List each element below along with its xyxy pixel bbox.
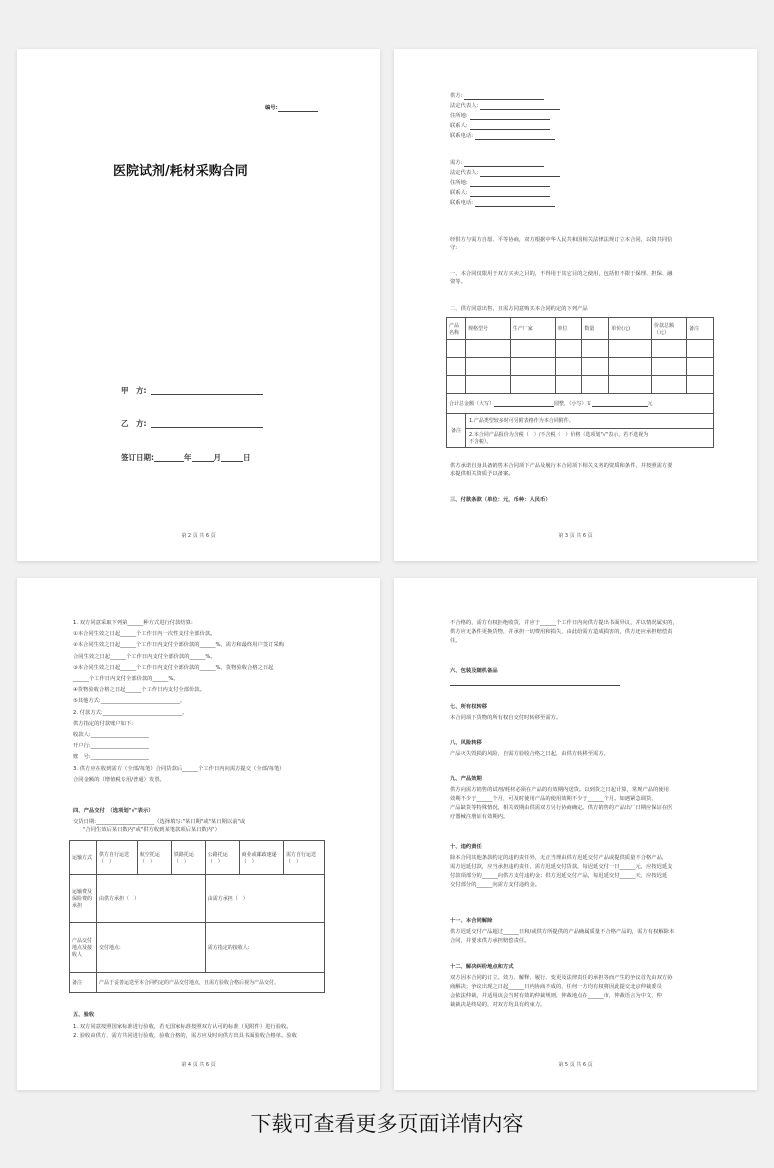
clause-12-line: 双方因本合同的订立、效力、解释、履行、变更及法律责任的承担等而产生的争议首先由双方协 [450, 975, 673, 981]
packaging-blank [450, 685, 620, 686]
party-b-field: 乙 方: [121, 419, 263, 428]
payment-term-line: 2. 付款方式:______________________________。 [73, 709, 188, 716]
clause-12-line: 裁裁决是终局的，对双方均具有约束力。 [450, 1002, 546, 1008]
table-header: 铁路托运（ ） [171, 841, 205, 875]
clause-9-line: 产品缺货等特殊情况，相关效期由供需双方另行协商确定。供方销售的产品出厂日期应保证在医 [450, 805, 673, 811]
clause-7-heading: 七、所有权转移 [450, 704, 488, 710]
note-2: 2.本合同产品报价为含税（ ）/不含税（ ）价格（选项划"√"表示，若不选视为 不含税）。 [469, 431, 649, 445]
payment-term-line: ①本合同生效之日起______个工作日内一次性支付全部价款。 [73, 631, 216, 638]
note-1: 1.产品类型较多时可另附表格作为本合同附件。 [466, 415, 713, 429]
table-header: 规格型号 [466, 318, 511, 340]
commitment-line-2: 求提供相关资质予以备案。 [450, 471, 514, 477]
clause-5-heading: 五、验收 [73, 1012, 95, 1018]
table-header: 航空托运（ ） [137, 841, 171, 875]
party-info-field: 法定代表人: [450, 170, 560, 177]
payment-term-line: ______个工作日内支付全部价款的______%。 [73, 676, 179, 682]
reject-line-2: 供方应无条件更换货物，并承担一切费用和损失，由此给需方造成损害的，供方还应承担赔偿责 [450, 629, 673, 635]
payment-term-line: ⑤其他方式:______________________________。 [73, 698, 186, 705]
clause-7-text: 本合同项下货物的所有权自交付时转移至需方。 [450, 715, 562, 721]
notes-label: 备注 [447, 414, 466, 448]
table-header: 单价(元) [609, 318, 652, 340]
table-row [447, 358, 714, 376]
party-info-field: 联系人: [450, 190, 550, 197]
party-a-field: 甲 方: [121, 386, 263, 395]
table-row [447, 340, 714, 358]
table-row: 运输费及保险费的承担 由供方承担（ ） 由需方承担（ ） [70, 875, 325, 923]
notes-row [447, 414, 714, 448]
payment-term-line: 账 号:______________________ [73, 754, 149, 761]
payment-term-line: 3. 供方应在收到需方（全部/每笔）合同货款后______个工作日内向需方提交（全部/每笔） [73, 765, 285, 772]
contract-page-cover [17, 49, 380, 561]
payment-term-line: 供方指定的付款账户如下: [73, 720, 134, 727]
document-title: 医院试剂/耗材采购合同 [113, 164, 248, 179]
clause-11-line: 合同，并要求供方承担赔偿责任。 [450, 938, 530, 944]
table-row: 备注 产品于妥善运送至本合同约定的产品交付地点，且需方验收合格后视为产品交付。 [70, 973, 325, 993]
clause-10-line: 付款项部分的______向供方支付违约金；供方迟延交付产品，每迟延交付______天，应按迟延 [450, 873, 668, 879]
table-header: 数量 [582, 318, 609, 340]
page-number: 第 4 页 共 6 页 [181, 1062, 216, 1068]
clause-1-line-2: 资等。 [450, 279, 466, 285]
party-info-field: 联系人: [450, 123, 550, 130]
payment-term-line: ③本合同生效之日起______个工作日内支付全部价款的______%，货物验收合格之日起 [73, 664, 274, 671]
table-header: 备注 [686, 318, 713, 340]
clause-2-heading: 二、供方同意出售，且需方同意购买本合同约定的下列产品 [450, 306, 588, 312]
party-info-field: 住所地: [450, 113, 550, 120]
contract-page-terms [394, 578, 757, 1090]
delivery-table [69, 840, 325, 993]
table-row: 产品交付地点及接收人 交付地点: 需方指定的接收人: [70, 923, 325, 973]
clause-4-heading: 四、产品交付 （选项划"√"表示） [73, 808, 154, 814]
payment-term-line: 1. 双方同意采取下列第______种方式进行付款结算: [73, 620, 193, 626]
clause-10-heading: 十、违约责任 [450, 844, 482, 850]
payment-term-line: 开户行:______________________ [73, 743, 149, 750]
intro-line-2: 守: [450, 245, 458, 251]
delivery-date-line-2: "合同生效后某日数内"或"供方收到某笔款项后某日数内"） [83, 827, 220, 833]
contract-page-parties [394, 49, 757, 561]
clause-8-text: 产品灭失毁损的风险，自需方验收合格之日起，由供方转移至需方。 [450, 751, 609, 757]
clause-6-heading: 六、包装及随机备品 [450, 668, 498, 674]
reject-line-1: 不合格的，需方有权拒绝收货，并应于______个工作日内向供方提出书面异议，并以情况属实的， [450, 620, 678, 626]
clause-3-heading: 三、付款条款（单位：元，币种：人民币） [450, 497, 551, 503]
acceptance-line-1: 1. 双方同意按照国家标准进行验收，若无国家标准按照双方认可的标准（见附件）进行验收。 [73, 1024, 292, 1030]
payment-term-line: ④货物验收合格之日起______个工作日内支付全部价款。 [73, 687, 205, 694]
clause-9-line: 疗器械注册证有效期内。 [450, 814, 509, 820]
page-number: 第 5 页 共 6 页 [558, 1062, 593, 1068]
table-header: 需方自行运送（ ） [284, 841, 325, 875]
payment-term-line: 收款人:______________________ [73, 732, 149, 738]
clause-11-line: 供方迟延交付产品超过______日和/或供方所提供的产品确属质量不合格产品的，需方有权解除本 [450, 929, 675, 935]
party-info-field: 需方: [450, 160, 544, 167]
payment-term-line: ②本合同生效之日起______个工作日内支付全部价款的______%，需方和最终用户签订采购 [73, 642, 285, 649]
page-number: 第 3 页 共 6 页 [558, 533, 593, 539]
table-header: 产品名称 [447, 318, 466, 340]
party-info-field: 供方: [450, 93, 544, 100]
download-more-caption[interactable]: 下载可查看更多页面详情内容 [250, 1112, 524, 1136]
party-info-field: 联系电话: [450, 200, 555, 207]
table-header: 生产厂家 [510, 318, 555, 340]
table-row [447, 376, 714, 394]
clause-10-line: 交付部分的______向需方支付违约金。 [450, 882, 541, 888]
payment-term-line: 合同金额的（增值税专用/普通）发票。 [73, 776, 165, 783]
delivery-date-line-1: 交货日期:______________________（选择填写:"某日期"或"某日期以前"或 [73, 819, 246, 825]
table-header: 运输方式 [70, 841, 97, 875]
intro-line-1: 经供方与需方自愿、平等协商，双方根据中华人民共和国相关法律法规订立本合同，以资共同信 [450, 237, 673, 243]
serial-number-label: 编号: [265, 105, 318, 112]
table-header: 供方自行运送（ ） [97, 841, 138, 875]
clause-12-heading: 十二、解决纠纷地点和方式 [450, 964, 514, 970]
clause-11-heading: 十一、本合同解除 [450, 918, 493, 924]
table-header: 商业或邮政速递（ ） [239, 841, 283, 875]
reject-line-3: 任。 [450, 638, 461, 644]
table-header: 公路托运（ ） [205, 841, 239, 875]
signing-date-field: 签订日期: 年 月 日 [121, 453, 251, 462]
clause-12-line: 商解决；争议出现之日起______日内协商不成的，任何一方均有权将因此提交北京仲裁委员 [450, 984, 662, 990]
party-info-field: 联系电话: [450, 133, 555, 140]
payment-term-line: 合同生效之日起______个工作日内支付全部价款的______%。 [73, 653, 216, 660]
clause-9-heading: 九、产品效期 [450, 776, 482, 782]
contract-page-payment [17, 578, 380, 1090]
clause-9-line: 供方向需方销售的试剂/耗材必须在产品的有效期内送货。以到货之日起计算，常规产品的使用 [450, 787, 669, 793]
clause-9-line: 效期不少于______个月，可及时使用产品的使用效期不少于______个月。如遇紧急调货、 [450, 796, 657, 802]
clause-10-line: 需方迟延付款，应当承担违约责任，需方迟延交付货款，每迟延交付一日______元，应按迟延支 [450, 864, 673, 870]
clause-12-line: 会依法仲裁，并适用该会当时有效的仲裁规则，仲裁地点在______市，仲裁语言为中文，仲 [450, 993, 662, 999]
commitment-line-1: 供方承诺自身具备销售本合同项下产品及履行本合同项下相关义务的资质和条件，并按照需方要 [450, 463, 673, 469]
party-info-field: 法定代表人: [450, 103, 560, 110]
clause-1-line-1: 一、本合同仅限用于双方买卖之目的，不得用于其它目的之使用，包括但不限于保理、担保、融 [450, 271, 673, 277]
page-number: 第 2 页 共 6 页 [181, 533, 216, 539]
acceptance-line-2: 2. 验收由供方、需方共同进行验收，验收合格的，需方应及时向供方出具书面验收合格单。验收 [73, 1033, 297, 1039]
party-info-field: 住所地: [450, 180, 550, 187]
product-table [446, 317, 714, 448]
table-header: 价款总额（元） [651, 318, 686, 340]
table-header: 单位 [555, 318, 582, 340]
clause-8-heading: 八、风险转移 [450, 740, 482, 746]
total-row: 合计总金额（大写） 圆整，（小写）￥ 元 [447, 394, 714, 414]
clause-10-line: 除本合同其他条款约定的违约责任外，无正当理由供方迟延交付产品或提供质量不合格产品， [450, 855, 668, 861]
